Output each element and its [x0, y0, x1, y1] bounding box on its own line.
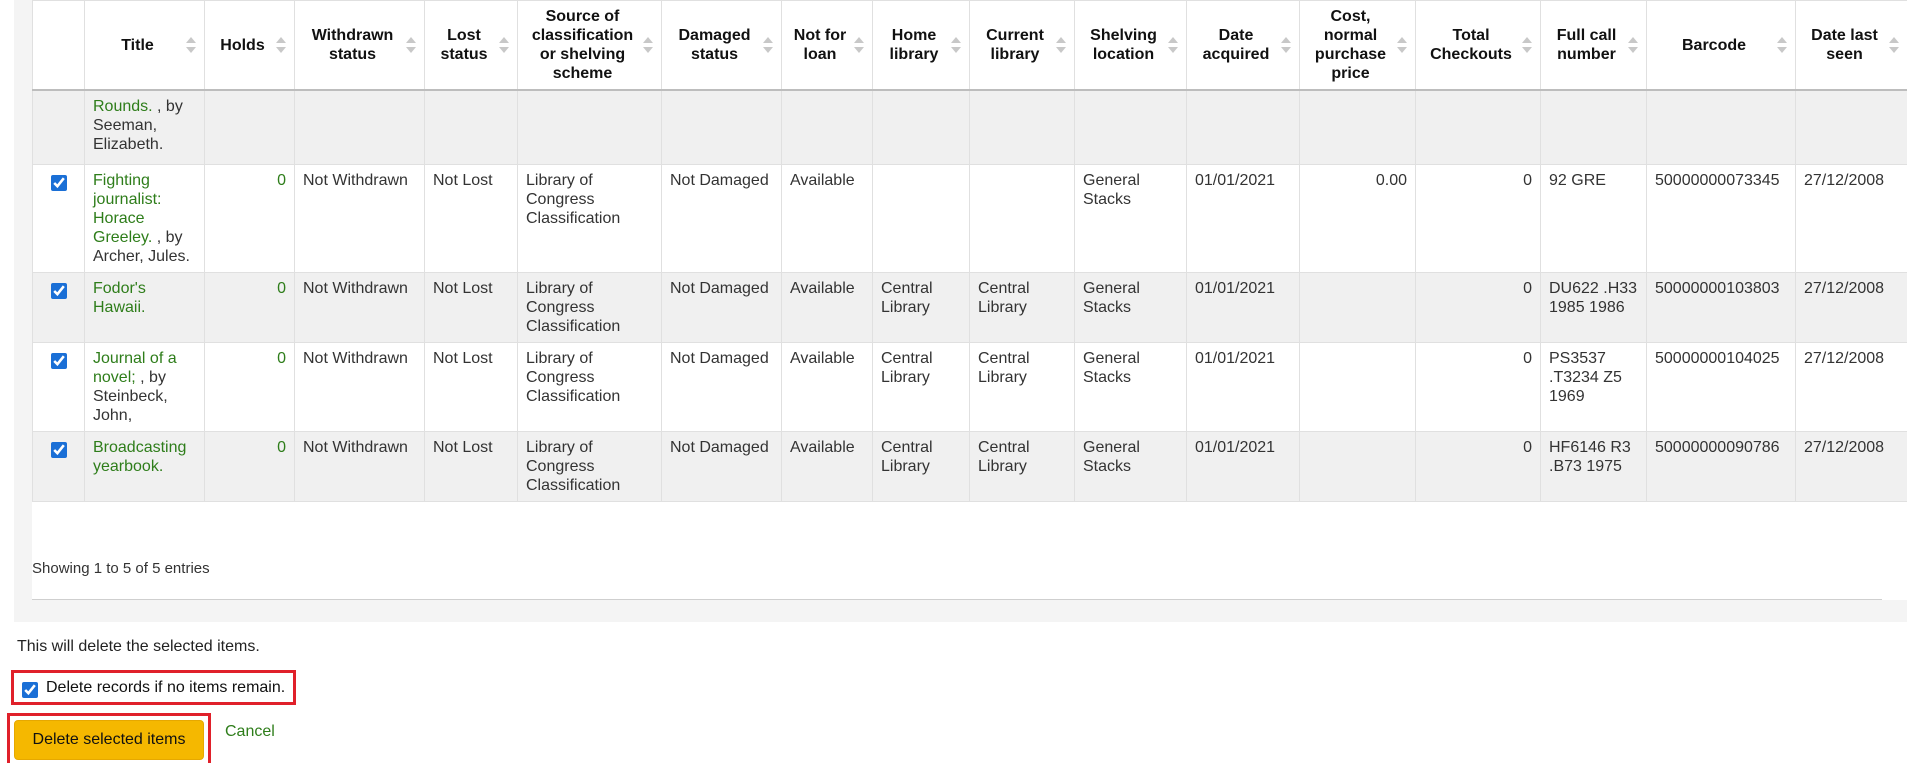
sort-arrows-icon[interactable]: [1397, 35, 1407, 55]
delete-records-label: Delete records if no items remain.: [46, 679, 286, 696]
delete-button-highlight: [7, 713, 211, 763]
title-cell: [85, 90, 205, 165]
call-number-cell: HF6146 R3 .B73 1975: [1541, 432, 1647, 502]
column-header-date-last-seen[interactable]: [1796, 1, 1907, 91]
date-acquired-cell: 01/01/2021: [1187, 165, 1300, 273]
column-header-label: Date last seen: [1811, 27, 1878, 63]
checkouts-cell: 0: [1416, 165, 1541, 273]
checkbox-cell: [33, 273, 85, 343]
cost-cell: [1300, 432, 1416, 502]
withdrawn-cell: Not Withdrawn: [295, 165, 425, 273]
lost-cell: Not Lost: [425, 273, 518, 343]
sort-arrows-icon[interactable]: [1777, 35, 1787, 55]
source-cell: Library of Congress Classification: [518, 432, 662, 502]
checkouts-cell: 0: [1416, 432, 1541, 502]
lost-cell: Not Lost: [425, 165, 518, 273]
source-cell: Library of Congress Classification: [518, 343, 662, 432]
title-link[interactable]: Fodor's Hawaii.: [93, 280, 146, 316]
sort-arrows-icon[interactable]: [951, 35, 961, 55]
column-header-date-acquired[interactable]: [1187, 1, 1300, 91]
column-header-damaged-status[interactable]: [662, 1, 782, 91]
column-header-label: Holds: [220, 36, 265, 54]
title-cell: [85, 165, 205, 273]
damaged-cell: Not Damaged: [662, 165, 782, 273]
table-header-row: [33, 1, 1907, 91]
sort-arrows-icon[interactable]: [763, 35, 773, 55]
checkouts-cell: 0: [1416, 273, 1541, 343]
home-library-cell: Central Library: [873, 432, 970, 502]
table-row: [33, 165, 1907, 273]
title-link[interactable]: Fighting journalist: Horace Greeley.: [93, 172, 162, 246]
results-panel: [14, 0, 1907, 622]
damaged-cell: Not Damaged: [662, 432, 782, 502]
column-header-barcode[interactable]: [1647, 1, 1796, 91]
sort-arrows-icon[interactable]: [186, 35, 196, 55]
call-number-cell: PS3537 .T3234 Z5 1969: [1541, 343, 1647, 432]
row-select-checkbox[interactable]: [51, 442, 67, 458]
column-header-label: Home library: [889, 27, 939, 63]
column-header-label: Current library: [986, 27, 1044, 63]
checkbox-cell: [33, 90, 85, 165]
column-header-home-library[interactable]: [873, 1, 970, 91]
column-header-total-checkouts[interactable]: [1416, 1, 1541, 91]
sort-arrows-icon[interactable]: [499, 35, 509, 55]
sort-arrows-icon[interactable]: [1168, 35, 1178, 55]
column-header-label: Lost status: [440, 27, 488, 63]
location-cell: General Stacks: [1075, 273, 1187, 343]
barcode-cell: 50000000104025: [1647, 343, 1796, 432]
column-header-label: Source of classification or shelving scheme: [531, 8, 634, 82]
date-last-seen-cell: 27/12/2008: [1796, 343, 1907, 432]
title-author: , by Seeman, Elizabeth.: [93, 98, 183, 153]
date-last-seen-cell: 27/12/2008: [1796, 432, 1907, 502]
title-author: , by Steinbeck, John,: [93, 369, 168, 424]
cost-cell: [1300, 273, 1416, 343]
title-link[interactable]: Broadcasting yearbook.: [93, 439, 187, 475]
items-table: [32, 0, 1907, 502]
withdrawn-cell: Not Withdrawn: [295, 273, 425, 343]
delete-note: This will delete the selected items.: [17, 638, 260, 655]
title-author: , by Archer, Jules.: [93, 229, 190, 265]
not-for-loan-cell: Available: [782, 432, 873, 502]
column-header-shelving-location[interactable]: [1075, 1, 1187, 91]
holds-cell: 0: [205, 273, 295, 343]
damaged-cell: Not Damaged: [662, 273, 782, 343]
sort-arrows-icon[interactable]: [1522, 35, 1532, 55]
title-cell: [85, 273, 205, 343]
column-header-current-library[interactable]: [970, 1, 1075, 91]
column-header-lost-status[interactable]: [425, 1, 518, 91]
barcode-cell: 50000000103803: [1647, 273, 1796, 343]
sort-arrows-icon[interactable]: [1281, 35, 1291, 55]
cancel-link[interactable]: Cancel: [225, 723, 275, 740]
row-select-checkbox[interactable]: [51, 353, 67, 369]
column-header-label: Withdrawn status: [311, 27, 394, 63]
column-header-label: Date acquired: [1202, 27, 1270, 63]
column-header-classification-source[interactable]: [518, 1, 662, 91]
column-header-label: Title: [121, 36, 154, 54]
column-header-title[interactable]: [85, 1, 205, 91]
title-cell: [85, 343, 205, 432]
delete-selected-items-button[interactable]: Delete selected items: [14, 720, 204, 760]
column-header-cost[interactable]: [1300, 1, 1416, 91]
sort-arrows-icon[interactable]: [1628, 35, 1638, 55]
title-cell: [85, 432, 205, 502]
results-table-container: [32, 0, 1907, 600]
sort-arrows-icon[interactable]: [276, 35, 286, 55]
holds-cell: 0: [205, 165, 295, 273]
column-header-label: Not for loan: [793, 27, 847, 63]
date-acquired-cell: 01/01/2021: [1187, 273, 1300, 343]
column-header-label: Damaged status: [678, 27, 751, 63]
holds-cell: 0: [205, 432, 295, 502]
not-for-loan-cell: Available: [782, 273, 873, 343]
barcode-cell: 50000000073345: [1647, 165, 1796, 273]
cost-cell: [1300, 343, 1416, 432]
current-library-cell: [970, 165, 1075, 273]
column-header-full-call-number[interactable]: [1541, 1, 1647, 91]
column-header-label: Barcode: [1681, 36, 1747, 54]
location-cell: General Stacks: [1075, 165, 1187, 273]
withdrawn-cell: Not Withdrawn: [295, 343, 425, 432]
entries-info: Showing 1 to 5 of 5 entries: [32, 560, 210, 577]
checkouts-cell: 0: [1416, 343, 1541, 432]
delete-records-option: [11, 670, 296, 705]
date-acquired-cell: 01/01/2021: [1187, 432, 1300, 502]
checkbox-cell: [33, 165, 85, 273]
column-header-select: [33, 1, 85, 91]
sort-arrows-icon[interactable]: [1056, 35, 1066, 55]
lost-cell: Not Lost: [425, 343, 518, 432]
divider: [32, 599, 1882, 600]
checkbox-cell: [33, 343, 85, 432]
call-number-cell: DU622 .H33 1985 1986: [1541, 273, 1647, 343]
current-library-cell: Central Library: [970, 343, 1075, 432]
location-cell: General Stacks: [1075, 343, 1187, 432]
checkbox-cell: [33, 432, 85, 502]
withdrawn-cell: Not Withdrawn: [295, 432, 425, 502]
title-link[interactable]: Rounds.: [93, 98, 153, 115]
date-last-seen-cell: 27/12/2008: [1796, 165, 1907, 273]
cost-cell: 0.00: [1300, 165, 1416, 273]
table-row-partial: [33, 90, 1907, 165]
table-row: [33, 273, 1907, 343]
home-library-cell: Central Library: [873, 343, 970, 432]
column-header-label: Total Checkouts: [1430, 27, 1512, 63]
call-number-cell: 92 GRE: [1541, 165, 1647, 273]
sort-arrows-icon[interactable]: [406, 35, 416, 55]
not-for-loan-cell: Available: [782, 343, 873, 432]
sort-arrows-icon[interactable]: [854, 35, 864, 55]
column-header-label: Cost, normal purchase price: [1314, 8, 1387, 82]
damaged-cell: Not Damaged: [662, 343, 782, 432]
home-library-cell: [873, 165, 970, 273]
date-last-seen-cell: 27/12/2008: [1796, 273, 1907, 343]
not-for-loan-cell: Available: [782, 165, 873, 273]
current-library-cell: Central Library: [970, 273, 1075, 343]
column-header-label: Shelving location: [1090, 27, 1157, 63]
barcode-cell: 50000000090786: [1647, 432, 1796, 502]
row-select-checkbox[interactable]: [51, 175, 67, 191]
table-row: [33, 432, 1907, 502]
source-cell: Library of Congress Classification: [518, 165, 662, 273]
row-select-checkbox[interactable]: [51, 283, 67, 299]
lost-cell: Not Lost: [425, 432, 518, 502]
column-header-not-for-loan[interactable]: [782, 1, 873, 91]
current-library-cell: Central Library: [970, 432, 1075, 502]
title-link[interactable]: Journal of a novel;: [93, 350, 177, 386]
home-library-cell: Central Library: [873, 273, 970, 343]
sort-arrows-icon[interactable]: [1889, 35, 1899, 55]
sort-arrows-icon[interactable]: [643, 35, 653, 55]
date-acquired-cell: 01/01/2021: [1187, 343, 1300, 432]
table-row: [33, 343, 1907, 432]
location-cell: General Stacks: [1075, 432, 1187, 502]
column-header-holds[interactable]: [205, 1, 295, 91]
column-header-withdrawn-status[interactable]: [295, 1, 425, 91]
delete-records-checkbox[interactable]: [22, 682, 38, 698]
holds-cell: 0: [205, 343, 295, 432]
source-cell: Library of Congress Classification: [518, 273, 662, 343]
column-header-label: Full call number: [1556, 27, 1617, 63]
